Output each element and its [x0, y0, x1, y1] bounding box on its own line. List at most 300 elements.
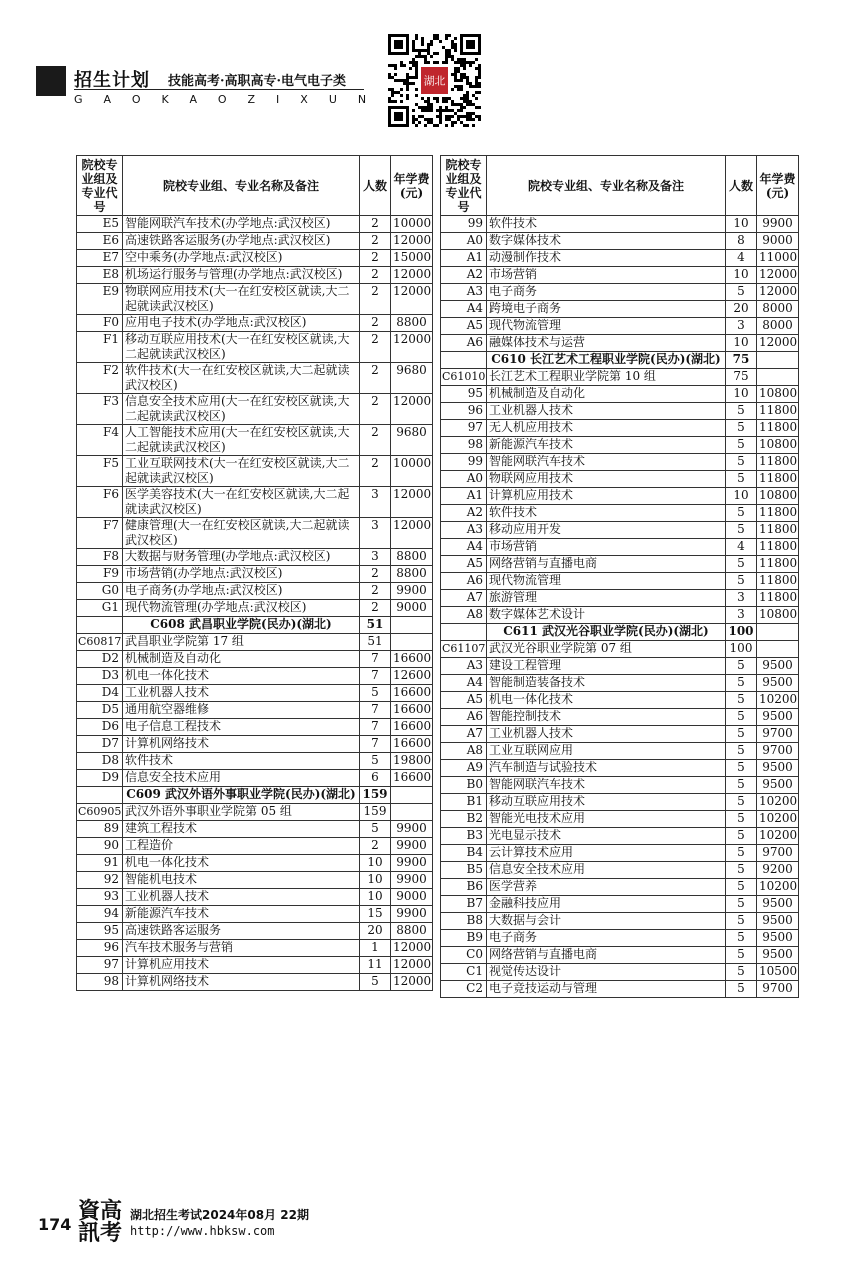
enroll-count: 75 — [726, 369, 757, 386]
table-row — [77, 651, 433, 668]
major-code — [77, 617, 123, 634]
tuition-fee: 9900 — [391, 855, 433, 872]
major-code: D8 — [77, 753, 123, 770]
tuition-fee: 8800 — [391, 923, 433, 940]
table-row — [441, 607, 799, 624]
group-row — [77, 804, 433, 821]
table-row — [441, 913, 799, 930]
major-name: 信息安全技术应用 — [487, 862, 726, 879]
tuition-fee: 9700 — [757, 743, 799, 760]
major-name: 智能光电技术应用 — [487, 811, 726, 828]
tuition-fee: 9900 — [757, 216, 799, 233]
major-name: 汽车制造与试验技术 — [487, 760, 726, 777]
enroll-count: 15 — [360, 906, 391, 923]
enroll-count: 7 — [360, 651, 391, 668]
major-code: D3 — [77, 668, 123, 685]
tuition-fee: 10200 — [757, 879, 799, 896]
tuition-fee: 9900 — [391, 906, 433, 923]
major-name: 人工智能技术应用(大一在红安校区就读,大二起就读武汉校区) — [123, 425, 360, 456]
major-name: C611 武汉光谷职业学院(民办)(湖北) — [487, 624, 726, 641]
tuition-fee: 16600 — [391, 736, 433, 753]
col-header-fee: 年学费(元) — [757, 156, 799, 216]
tuition-fee: 10000 — [391, 456, 433, 487]
major-name: 计算机应用技术 — [487, 488, 726, 505]
tuition-fee — [391, 787, 433, 804]
major-code: A2 — [441, 505, 487, 522]
major-code: B5 — [441, 862, 487, 879]
tuition-fee: 9500 — [757, 930, 799, 947]
major-name: 动漫制作技术 — [487, 250, 726, 267]
tuition-fee — [391, 804, 433, 821]
enroll-count: 2 — [360, 250, 391, 267]
major-code: F2 — [77, 363, 123, 394]
enroll-count: 5 — [726, 930, 757, 947]
major-code: F9 — [77, 566, 123, 583]
enroll-count: 5 — [726, 862, 757, 879]
major-code: A2 — [441, 267, 487, 284]
enroll-count: 5 — [360, 685, 391, 702]
major-name: 电子商务(办学地点:武汉校区) — [123, 583, 360, 600]
major-name: 软件技术 — [123, 753, 360, 770]
major-name: 工程造价 — [123, 838, 360, 855]
table-row — [441, 879, 799, 896]
major-code: A3 — [441, 284, 487, 301]
table-row — [441, 267, 799, 284]
major-code: A4 — [441, 675, 487, 692]
major-name: 机械制造及自动化 — [487, 386, 726, 403]
table-row — [441, 250, 799, 267]
tuition-fee — [757, 369, 799, 386]
col-header-count: 人数 — [726, 156, 757, 216]
major-name: 大数据与财务管理(办学地点:武汉校区) — [123, 549, 360, 566]
tuition-fee: 9900 — [391, 872, 433, 889]
major-name: 市场营销 — [487, 539, 726, 556]
enroll-count: 5 — [726, 828, 757, 845]
major-name: 现代物流管理(办学地点:武汉校区) — [123, 600, 360, 617]
enroll-count: 5 — [726, 556, 757, 573]
table-row — [441, 216, 799, 233]
enroll-count: 5 — [726, 777, 757, 794]
group-row — [441, 369, 799, 386]
major-name: 计算机应用技术 — [123, 957, 360, 974]
table-row — [441, 454, 799, 471]
enroll-count: 2 — [360, 267, 391, 284]
major-name: 市场营销 — [487, 267, 726, 284]
tuition-fee: 12000 — [757, 284, 799, 301]
table-row — [441, 760, 799, 777]
major-code: B7 — [441, 896, 487, 913]
major-name: 光电显示技术 — [487, 828, 726, 845]
major-name: 物联网应用技术(大一在红安校区就读,大二起就读武汉校区) — [123, 284, 360, 315]
tuition-fee: 9680 — [391, 363, 433, 394]
col-header-code: 院校专业组及专业代号 — [77, 156, 123, 216]
major-code: C0 — [441, 947, 487, 964]
table-row — [441, 437, 799, 454]
tuition-fee: 11800 — [757, 573, 799, 590]
table-row — [441, 726, 799, 743]
enroll-count: 10 — [360, 855, 391, 872]
tuition-fee: 10800 — [757, 488, 799, 505]
group-row — [77, 634, 433, 651]
major-code: B4 — [441, 845, 487, 862]
major-name: 武汉光谷职业学院第 07 组 — [487, 641, 726, 658]
tuition-fee: 8800 — [391, 549, 433, 566]
major-code: 96 — [77, 940, 123, 957]
table-row — [441, 777, 799, 794]
major-code: D5 — [77, 702, 123, 719]
header-divider — [74, 89, 364, 90]
tuition-fee: 9500 — [757, 658, 799, 675]
major-name: 工业互联网应用 — [487, 743, 726, 760]
major-name: 武昌职业学院第 17 组 — [123, 634, 360, 651]
major-code: 97 — [441, 420, 487, 437]
table-row — [77, 940, 433, 957]
table-row — [441, 505, 799, 522]
table-row — [77, 250, 433, 267]
tuition-fee: 9700 — [757, 981, 799, 998]
table-row — [77, 753, 433, 770]
major-code: B0 — [441, 777, 487, 794]
major-name: 机械制造及自动化 — [123, 651, 360, 668]
enroll-count: 10 — [360, 889, 391, 906]
school-row — [77, 617, 433, 634]
tuition-fee: 12000 — [391, 332, 433, 363]
major-name: 数字媒体技术 — [487, 233, 726, 250]
enroll-count: 5 — [726, 284, 757, 301]
table-row — [441, 301, 799, 318]
enroll-count: 2 — [360, 233, 391, 250]
major-code: C61010 — [441, 369, 487, 386]
major-code: E5 — [77, 216, 123, 233]
table-row — [77, 821, 433, 838]
enroll-count: 5 — [726, 522, 757, 539]
enroll-count: 5 — [726, 726, 757, 743]
major-name: 武汉外语外事职业学院第 05 组 — [123, 804, 360, 821]
tuition-fee: 10200 — [757, 828, 799, 845]
tuition-fee: 9500 — [757, 947, 799, 964]
table-row — [441, 930, 799, 947]
tuition-fee: 9900 — [391, 821, 433, 838]
major-name: 建设工程管理 — [487, 658, 726, 675]
major-code: A3 — [441, 522, 487, 539]
major-name: 智能网联汽车技术 — [487, 777, 726, 794]
tuition-fee: 16600 — [391, 685, 433, 702]
tuition-fee: 10800 — [757, 607, 799, 624]
enroll-count: 5 — [726, 437, 757, 454]
major-name: 现代物流管理 — [487, 573, 726, 590]
table-row — [441, 981, 799, 998]
enroll-count: 2 — [360, 363, 391, 394]
enroll-count: 3 — [360, 518, 391, 549]
table-row — [441, 896, 799, 913]
table-row — [441, 556, 799, 573]
major-code: E9 — [77, 284, 123, 315]
major-code: 93 — [77, 889, 123, 906]
table-row — [77, 736, 433, 753]
enroll-count: 5 — [360, 753, 391, 770]
tuition-fee: 9900 — [391, 838, 433, 855]
major-name: 计算机网络技术 — [123, 974, 360, 991]
major-name: 工业互联网技术(大一在红安校区就读,大二起就读武汉校区) — [123, 456, 360, 487]
enroll-count: 2 — [360, 332, 391, 363]
tuition-fee: 9500 — [757, 913, 799, 930]
enroll-count: 2 — [360, 600, 391, 617]
tuition-fee: 8800 — [391, 315, 433, 332]
major-code: E8 — [77, 267, 123, 284]
tuition-fee: 16600 — [391, 651, 433, 668]
table-row — [77, 770, 433, 787]
major-name: 软件技术 — [487, 216, 726, 233]
major-name: 计算机网络技术 — [123, 736, 360, 753]
major-code: C61107 — [441, 641, 487, 658]
enroll-count: 51 — [360, 634, 391, 651]
major-name: 电子竞技运动与管理 — [487, 981, 726, 998]
major-name: 移动应用开发 — [487, 522, 726, 539]
major-name: 网络营销与直播电商 — [487, 556, 726, 573]
major-code: A8 — [441, 607, 487, 624]
section-subtitle: 技能高考·高职高专·电气电子类 — [168, 74, 347, 89]
enroll-count: 5 — [726, 709, 757, 726]
major-name: 高速铁路客运服务 — [123, 923, 360, 940]
enroll-count: 2 — [360, 315, 391, 332]
major-name: 工业机器人技术 — [487, 403, 726, 420]
enroll-count: 7 — [360, 719, 391, 736]
tuition-fee: 16600 — [391, 770, 433, 787]
major-name: 智能制造装备技术 — [487, 675, 726, 692]
col-header-name: 院校专业组、专业名称及备注 — [487, 156, 726, 216]
major-name: 移动互联应用技术 — [487, 794, 726, 811]
enroll-count: 3 — [726, 607, 757, 624]
enroll-count: 5 — [726, 675, 757, 692]
enroll-count: 5 — [726, 913, 757, 930]
major-code: A7 — [441, 590, 487, 607]
table-row — [77, 216, 433, 233]
major-code: 95 — [77, 923, 123, 940]
table-row — [77, 487, 433, 518]
major-code: A5 — [441, 318, 487, 335]
tuition-fee: 9680 — [391, 425, 433, 456]
major-name: 智能网联汽车技术 — [487, 454, 726, 471]
enroll-count: 5 — [726, 794, 757, 811]
major-code: 95 — [441, 386, 487, 403]
enroll-count: 100 — [726, 641, 757, 658]
tuition-fee: 9500 — [757, 760, 799, 777]
table-row — [77, 363, 433, 394]
table-row — [441, 862, 799, 879]
col-header-fee: 年学费(元) — [391, 156, 433, 216]
tuition-fee: 10000 — [391, 216, 433, 233]
major-name: 通用航空器维修 — [123, 702, 360, 719]
major-name: C609 武汉外语外事职业学院(民办)(湖北) — [123, 787, 360, 804]
tuition-fee: 11800 — [757, 539, 799, 556]
table-row — [441, 318, 799, 335]
tuition-fee: 10200 — [757, 811, 799, 828]
table-row — [441, 386, 799, 403]
table-row — [77, 456, 433, 487]
major-code — [441, 352, 487, 369]
table-row — [77, 872, 433, 889]
enroll-count: 2 — [360, 284, 391, 315]
major-code: 91 — [77, 855, 123, 872]
enroll-count: 159 — [360, 804, 391, 821]
enroll-count: 5 — [726, 505, 757, 522]
enroll-count: 5 — [726, 658, 757, 675]
major-code: B2 — [441, 811, 487, 828]
major-name: 机场运行服务与管理(办学地点:武汉校区) — [123, 267, 360, 284]
enroll-count: 5 — [726, 573, 757, 590]
enroll-count: 2 — [360, 456, 391, 487]
major-name: 金融科技应用 — [487, 896, 726, 913]
enroll-count: 6 — [360, 770, 391, 787]
major-name: 电子商务 — [487, 930, 726, 947]
major-name: 现代物流管理 — [487, 318, 726, 335]
table-row — [77, 583, 433, 600]
table-row — [77, 549, 433, 566]
table-row — [441, 811, 799, 828]
enroll-count: 10 — [726, 488, 757, 505]
major-code: 98 — [441, 437, 487, 454]
tuition-fee: 10800 — [757, 437, 799, 454]
table-row — [77, 284, 433, 315]
tuition-fee: 9700 — [757, 726, 799, 743]
enroll-count: 5 — [360, 821, 391, 838]
major-name: 智能机电技术 — [123, 872, 360, 889]
enroll-count: 5 — [726, 420, 757, 437]
major-code: D4 — [77, 685, 123, 702]
table-row — [77, 394, 433, 425]
tuition-fee: 12000 — [391, 233, 433, 250]
major-name: 大数据与会计 — [487, 913, 726, 930]
enroll-count: 5 — [726, 879, 757, 896]
enroll-count: 1 — [360, 940, 391, 957]
table-row — [77, 600, 433, 617]
tuition-fee: 9000 — [757, 233, 799, 250]
enrollment-table-left — [76, 155, 433, 991]
major-name: 高速铁路客运服务(办学地点:武汉校区) — [123, 233, 360, 250]
tuition-fee: 11800 — [757, 590, 799, 607]
tuition-fee — [757, 352, 799, 369]
enroll-count: 20 — [726, 301, 757, 318]
tuition-fee: 9200 — [757, 862, 799, 879]
enroll-count: 5 — [360, 974, 391, 991]
major-code: A6 — [441, 335, 487, 352]
table-row — [441, 233, 799, 250]
table-row — [77, 889, 433, 906]
table-row — [441, 828, 799, 845]
tuition-fee: 12000 — [391, 394, 433, 425]
enroll-count: 2 — [360, 583, 391, 600]
tuition-fee: 9500 — [757, 709, 799, 726]
table-row — [77, 425, 433, 456]
col-header-count: 人数 — [360, 156, 391, 216]
enroll-count: 7 — [360, 736, 391, 753]
major-code: B8 — [441, 913, 487, 930]
major-name: 医学营养 — [487, 879, 726, 896]
table-row — [441, 590, 799, 607]
table-row — [441, 709, 799, 726]
tuition-fee: 8800 — [391, 566, 433, 583]
major-code: G1 — [77, 600, 123, 617]
major-name: 移动互联应用技术(大一在红安校区就读,大二起就读武汉校区) — [123, 332, 360, 363]
table-row — [77, 719, 433, 736]
tuition-fee: 11800 — [757, 403, 799, 420]
major-code: 99 — [441, 216, 487, 233]
major-code: 98 — [77, 974, 123, 991]
major-code: A6 — [441, 709, 487, 726]
website-link[interactable]: http://www.hbksw.com — [130, 1224, 275, 1238]
major-name: C608 武昌职业学院(民办)(湖北) — [123, 617, 360, 634]
major-code: F7 — [77, 518, 123, 549]
tuition-fee: 12600 — [391, 668, 433, 685]
major-code: C2 — [441, 981, 487, 998]
major-name: 应用电子技术(办学地点:武汉校区) — [123, 315, 360, 332]
table-row — [441, 335, 799, 352]
tuition-fee: 12000 — [391, 518, 433, 549]
major-code: C1 — [441, 964, 487, 981]
major-name: 汽车技术服务与营销 — [123, 940, 360, 957]
major-name: 智能网联汽车技术(办学地点:武汉校区) — [123, 216, 360, 233]
enroll-count: 20 — [360, 923, 391, 940]
major-name: 建筑工程技术 — [123, 821, 360, 838]
tuition-fee: 11800 — [757, 505, 799, 522]
table-row — [441, 658, 799, 675]
table-row — [77, 685, 433, 702]
major-code: D7 — [77, 736, 123, 753]
enroll-count: 3 — [726, 590, 757, 607]
tuition-fee: 9000 — [391, 600, 433, 617]
major-name: 机电一体化技术 — [123, 855, 360, 872]
table-row — [77, 315, 433, 332]
tuition-fee: 11800 — [757, 454, 799, 471]
tuition-fee: 10200 — [757, 794, 799, 811]
tuition-fee: 11800 — [757, 420, 799, 437]
header-pinyin: GAOKAOZIXUN — [74, 93, 388, 106]
major-code: 96 — [441, 403, 487, 420]
major-code: D2 — [77, 651, 123, 668]
table-row — [441, 675, 799, 692]
enroll-count: 5 — [726, 947, 757, 964]
tuition-fee: 9500 — [757, 675, 799, 692]
major-code: A0 — [441, 471, 487, 488]
major-name: 新能源汽车技术 — [123, 906, 360, 923]
tuition-fee: 9900 — [391, 583, 433, 600]
major-code: A4 — [441, 539, 487, 556]
major-name: C610 长江艺术工程职业学院(民办)(湖北) — [487, 352, 726, 369]
table-row — [441, 692, 799, 709]
tuition-fee: 12000 — [391, 284, 433, 315]
tuition-fee: 16600 — [391, 702, 433, 719]
table-row — [77, 957, 433, 974]
enroll-count: 5 — [726, 403, 757, 420]
major-code: 99 — [441, 454, 487, 471]
tuition-fee: 10500 — [757, 964, 799, 981]
major-code: B9 — [441, 930, 487, 947]
major-name: 信息安全技术应用 — [123, 770, 360, 787]
tuition-fee: 12000 — [757, 267, 799, 284]
table-row — [441, 743, 799, 760]
header-logo-block — [36, 66, 66, 96]
group-row — [441, 641, 799, 658]
tuition-fee: 12000 — [391, 974, 433, 991]
major-code: 92 — [77, 872, 123, 889]
enroll-count: 2 — [360, 425, 391, 456]
table-row — [441, 284, 799, 301]
qr-badge-label: 湖北 — [423, 74, 446, 88]
table-row — [441, 539, 799, 556]
enroll-count: 2 — [360, 566, 391, 583]
enroll-count: 2 — [360, 394, 391, 425]
enroll-count: 10 — [726, 216, 757, 233]
